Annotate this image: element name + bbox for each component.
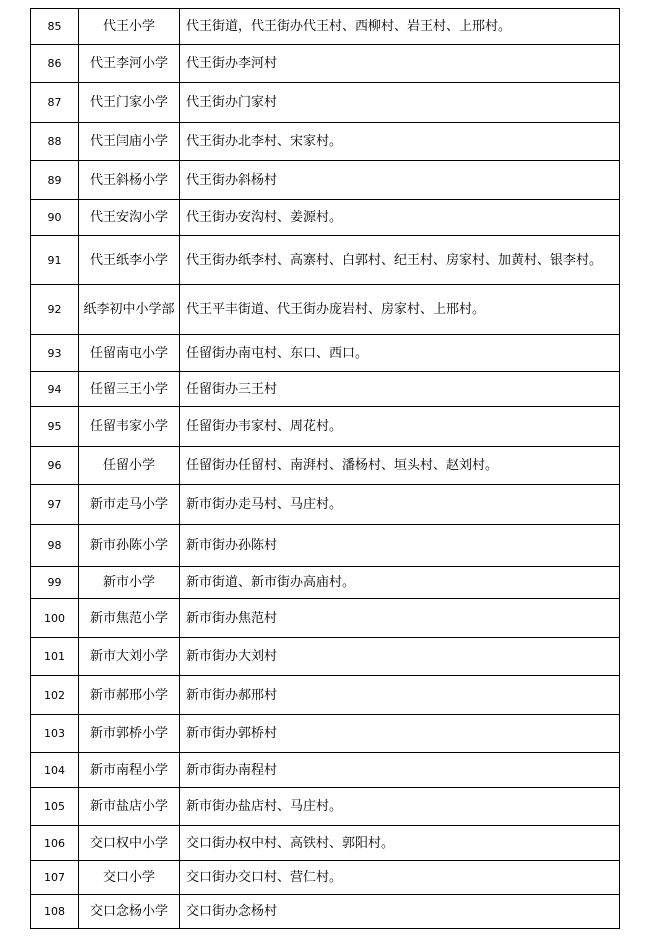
school-name: 交口念杨小学	[79, 895, 180, 929]
school-name: 新市南程小学	[79, 753, 180, 788]
table-row	[31, 676, 620, 715]
school-name: 新市郭桥小学	[79, 715, 180, 753]
row-number: 86	[31, 45, 79, 83]
row-number: 88	[31, 123, 79, 161]
school-name: 任留南屯小学	[79, 335, 180, 372]
table-row	[31, 447, 620, 485]
row-number: 100	[31, 599, 79, 638]
school-name: 新市焦范小学	[79, 599, 180, 638]
row-number: 85	[31, 9, 79, 45]
school-name: 代王纸李小学	[79, 236, 180, 285]
table-row	[31, 567, 620, 599]
row-number: 105	[31, 788, 79, 826]
row-number: 96	[31, 447, 79, 485]
school-name: 代王安沟小学	[79, 200, 180, 236]
enrollment-area: 任留街办三王村	[180, 372, 620, 407]
enrollment-area: 新市街办焦范村	[180, 599, 620, 638]
table-row	[31, 753, 620, 788]
school-name: 代王门家小学	[79, 83, 180, 123]
enrollment-area: 任留街办任留村、南湃村、潘杨村、垣头村、赵刘村。	[180, 447, 620, 485]
enrollment-area: 交口街办念杨村	[180, 895, 620, 929]
enrollment-area: 新市街办孙陈村	[180, 525, 620, 567]
row-number: 92	[31, 285, 79, 335]
enrollment-area: 新市街办南程村	[180, 753, 620, 788]
enrollment-area: 新市街办大刘村	[180, 638, 620, 676]
school-name: 代王闫庙小学	[79, 123, 180, 161]
school-name: 任留三王小学	[79, 372, 180, 407]
table-row	[31, 285, 620, 335]
table-row	[31, 45, 620, 83]
row-number: 98	[31, 525, 79, 567]
school-name: 交口权中小学	[79, 826, 180, 861]
school-name: 新市郝邢小学	[79, 676, 180, 715]
school-name: 新市盐店小学	[79, 788, 180, 826]
table-row	[31, 788, 620, 826]
enrollment-area: 代王街办斜杨村	[180, 161, 620, 200]
enrollment-area: 代王街办李河村	[180, 45, 620, 83]
school-district-table	[30, 8, 620, 929]
table-row	[31, 715, 620, 753]
enrollment-area: 交口街办权中村、高铁村、郭阳村。	[180, 826, 620, 861]
table-row	[31, 599, 620, 638]
school-name: 新市大刘小学	[79, 638, 180, 676]
enrollment-area: 新市街办郝邢村	[180, 676, 620, 715]
enrollment-area: 代王街办安沟村、姜源村。	[180, 200, 620, 236]
school-name: 新市小学	[79, 567, 180, 599]
table-row	[31, 525, 620, 567]
enrollment-area: 任留街办南屯村、东口、西口。	[180, 335, 620, 372]
school-name: 新市走马小学	[79, 485, 180, 525]
school-name: 新市孙陈小学	[79, 525, 180, 567]
row-number: 101	[31, 638, 79, 676]
row-number: 91	[31, 236, 79, 285]
table-row	[31, 9, 620, 45]
row-number: 95	[31, 407, 79, 447]
table-row	[31, 826, 620, 861]
enrollment-area: 新市街道、新市街办高庙村。	[180, 567, 620, 599]
table-row	[31, 161, 620, 200]
school-name: 代王李河小学	[79, 45, 180, 83]
table-row	[31, 236, 620, 285]
enrollment-area: 新市街办盐店村、马庄村。	[180, 788, 620, 826]
table-row	[31, 407, 620, 447]
row-number: 99	[31, 567, 79, 599]
table-row	[31, 123, 620, 161]
row-number: 108	[31, 895, 79, 929]
enrollment-area: 代王街办北李村、宋家村。	[180, 123, 620, 161]
school-name: 交口小学	[79, 861, 180, 895]
enrollment-area: 新市街办郭桥村	[180, 715, 620, 753]
school-name: 任留韦家小学	[79, 407, 180, 447]
table-row	[31, 335, 620, 372]
row-number: 90	[31, 200, 79, 236]
school-name: 纸李初中小学部	[79, 285, 180, 335]
table-row	[31, 372, 620, 407]
table-row	[31, 83, 620, 123]
table-row	[31, 485, 620, 525]
row-number: 89	[31, 161, 79, 200]
enrollment-area: 新市街办走马村、马庄村。	[180, 485, 620, 525]
row-number: 107	[31, 861, 79, 895]
enrollment-area: 代王街道，代王街办代王村、西柳村、岩王村、上邢村。	[180, 9, 620, 45]
enrollment-area: 交口街办交口村、营仁村。	[180, 861, 620, 895]
school-name: 任留小学	[79, 447, 180, 485]
table-row	[31, 861, 620, 895]
row-number: 104	[31, 753, 79, 788]
row-number: 94	[31, 372, 79, 407]
school-name: 代王斜杨小学	[79, 161, 180, 200]
row-number: 106	[31, 826, 79, 861]
row-number: 87	[31, 83, 79, 123]
table-row	[31, 638, 620, 676]
enrollment-area: 代王街办纸李村、高寨村、白郭村、纪王村、房家村、加黄村、银李村。	[180, 236, 620, 285]
table-row	[31, 200, 620, 236]
enrollment-area: 代王平丰街道、代王街办庞岩村、房家村、上邢村。	[180, 285, 620, 335]
enrollment-area: 任留街办韦家村、周花村。	[180, 407, 620, 447]
row-number: 103	[31, 715, 79, 753]
table-row	[31, 895, 620, 929]
row-number: 97	[31, 485, 79, 525]
school-name: 代王小学	[79, 9, 180, 45]
row-number: 93	[31, 335, 79, 372]
row-number: 102	[31, 676, 79, 715]
enrollment-area: 代王街办门家村	[180, 83, 620, 123]
